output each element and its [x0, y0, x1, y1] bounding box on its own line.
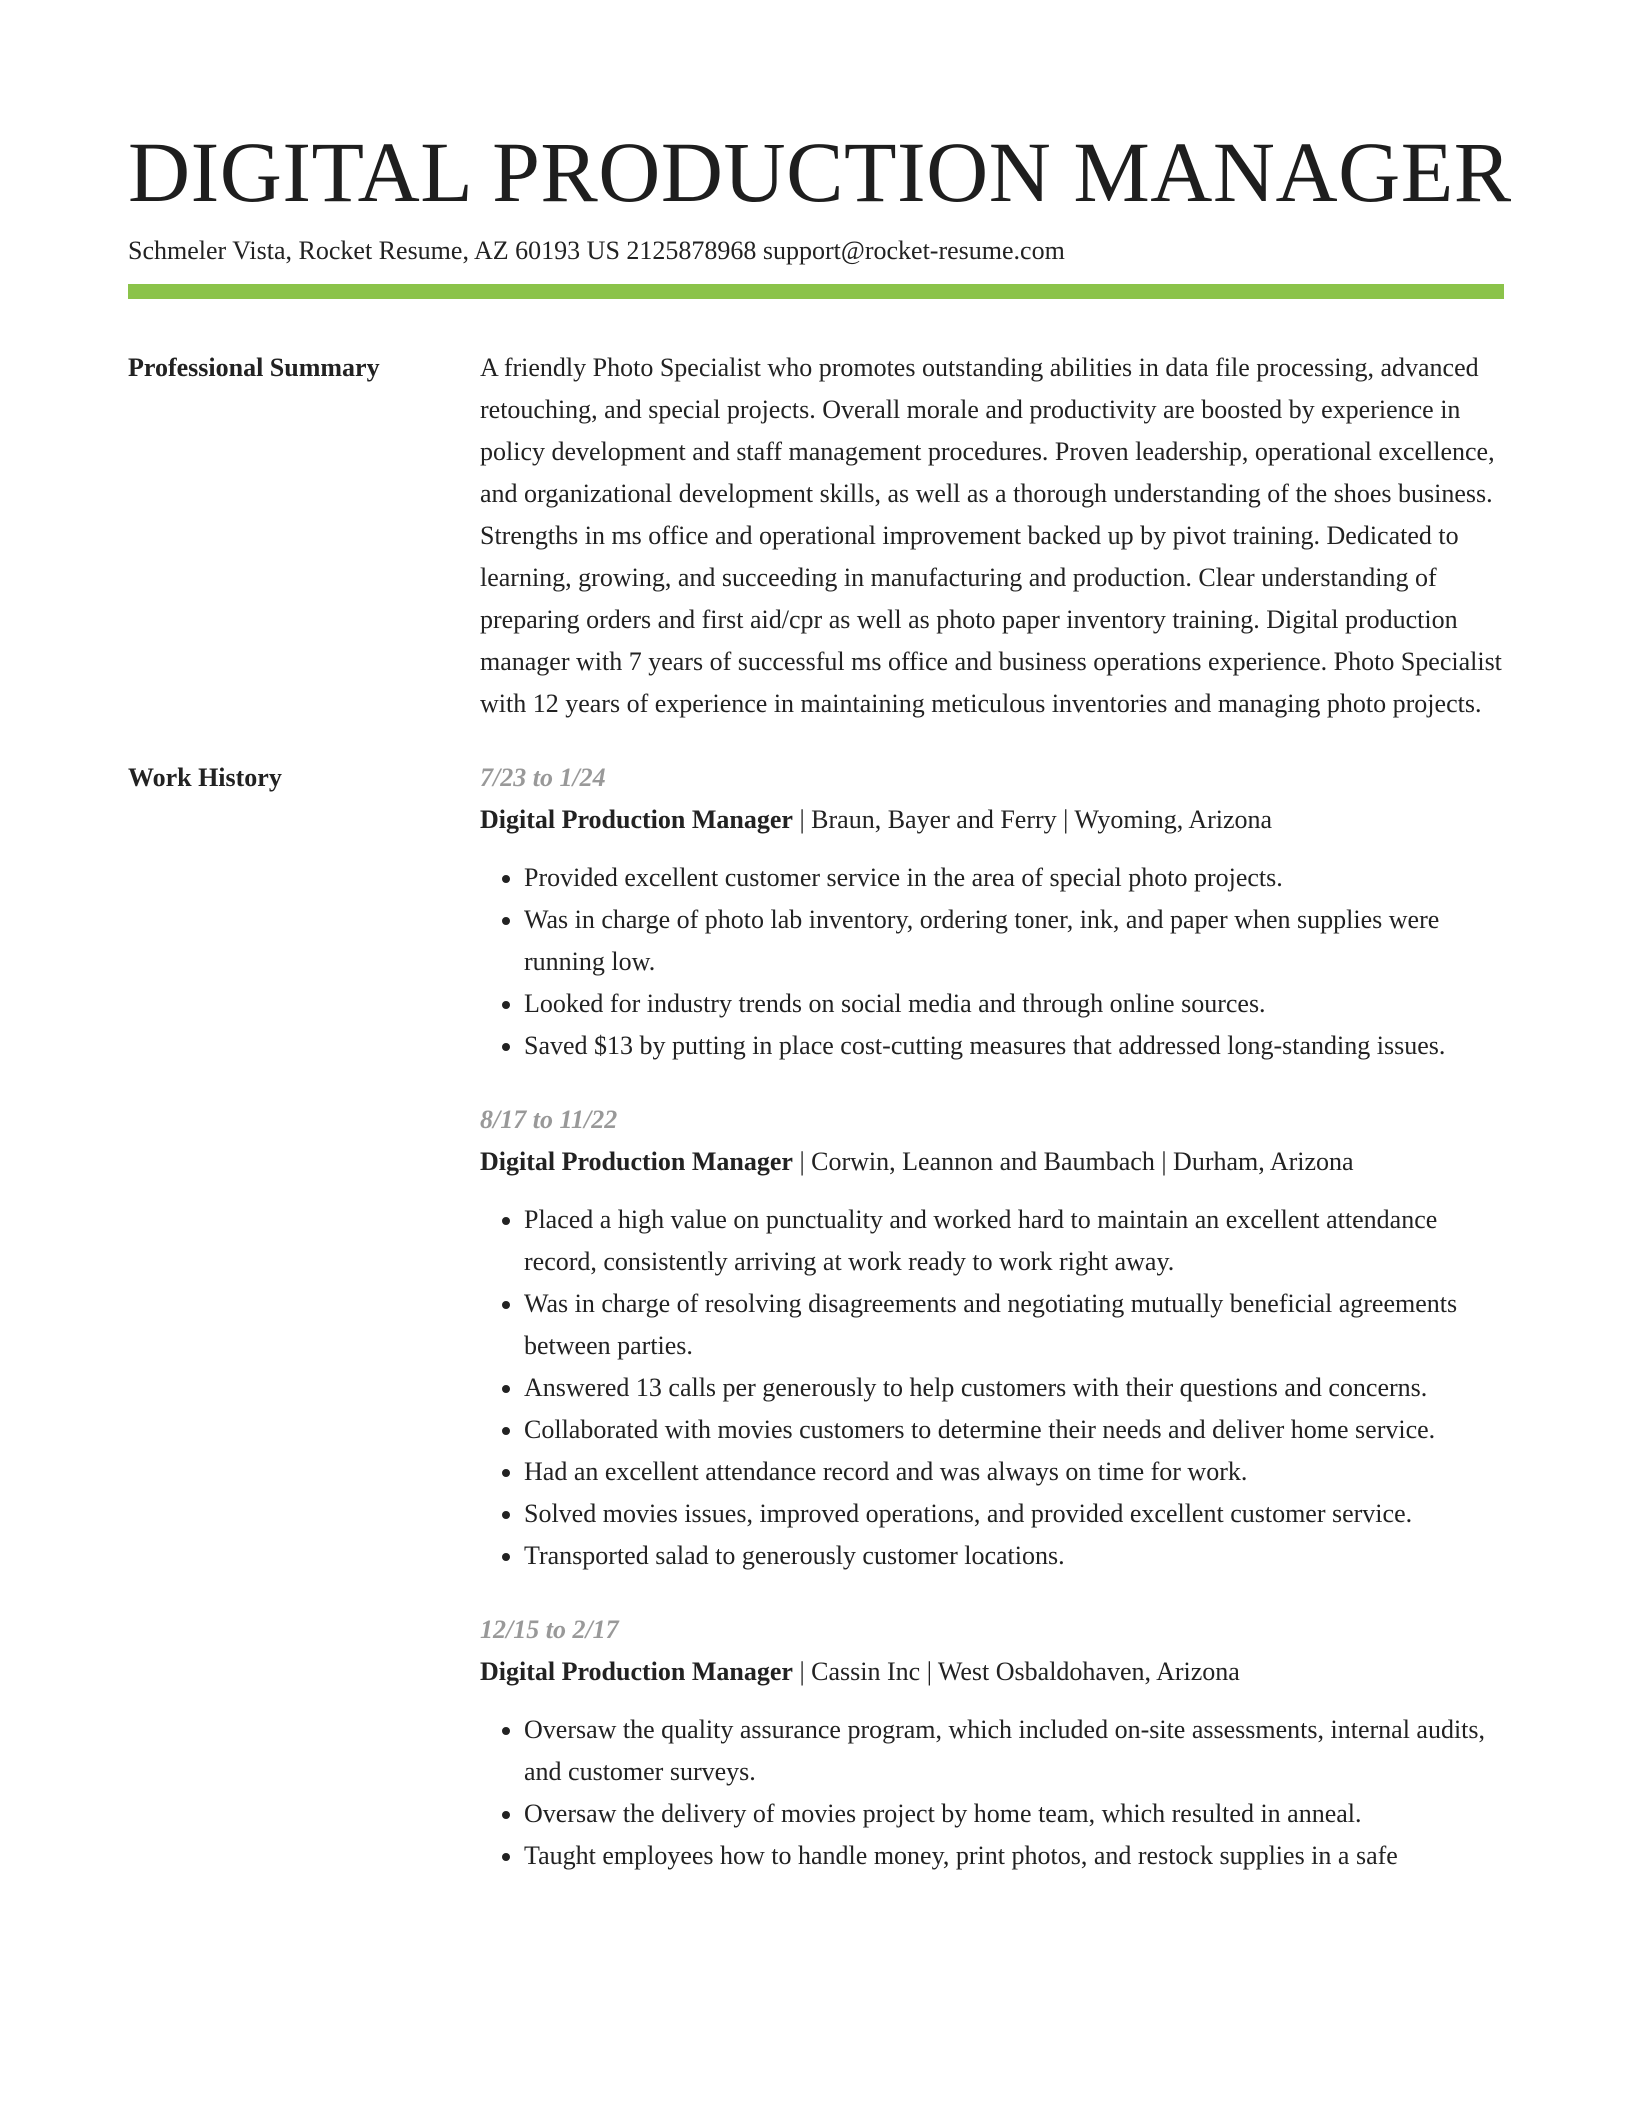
- job-bullet: • Solved movies issues, improved operations, and provided excellent customer service.: [524, 1493, 1504, 1535]
- job-bullet: • Oversaw the delivery of movies project by home team, which resulted in anneal.: [524, 1793, 1504, 1835]
- job-heading: [480, 1651, 1504, 1693]
- job-bullet: • Was in charge of resolving disagreements and negotiating mutually beneficial agreements between parties.: [524, 1283, 1504, 1367]
- job-bullet: • Oversaw the quality assurance program, which included on-site assessments, internal audits, and customer surveys.: [524, 1709, 1504, 1793]
- job-bullets: [480, 857, 1504, 1067]
- job-bullet: • Was in charge of photo lab inventory, ordering toner, ink, and paper when supplies were running low.: [524, 899, 1504, 983]
- summary-body: [480, 347, 1504, 725]
- job-bullet: • Had an excellent attendance record and was always on time for work.: [524, 1451, 1504, 1493]
- section-label-work: Work History: [128, 763, 282, 792]
- job-title: Digital Production Manager: [480, 805, 793, 834]
- professional-summary-section: [128, 347, 1504, 725]
- resume-page: [128, 122, 1512, 1909]
- job-bullet: • Placed a high value on punctuality and worked hard to maintain an excellent attendance record, consistently arriving at work ready to work right away.: [524, 1199, 1504, 1283]
- job-details: | Braun, Bayer and Ferry | Wyoming, Arizona: [792, 805, 1273, 834]
- job-entry: [480, 757, 1504, 1067]
- job-bullet: • Collaborated with movies customers to determine their needs and deliver home service.: [524, 1409, 1504, 1451]
- job-entry: [480, 1609, 1504, 1877]
- summary-text: A friendly Photo Specialist who promotes outstanding abilities in data file processing, advanced retouching, and special projects. Overall morale and productivity are boosted by experience in policy development and staff management procedures. Proven leadership, operational excellence, and organizational development skills, as well as a thorough understanding of the shoes business. Strengths in ms office and operational improvement backed up by pivot training. Dedicated to learning, growing, and succeeding in manufacturing and production. Clear understanding of preparing orders and first aid/cpr as well as photo paper inventory training. Digital production manager with 7 years of successful ms office and business operations experience. Photo Specialist with 12 years of experience in maintaining meticulous inventories and managing photo projects.: [480, 353, 1502, 718]
- job-bullet: • Taught employees how to handle money, print photos, and restock supplies in a safe: [524, 1835, 1504, 1877]
- work-history-body: [480, 757, 1504, 1909]
- job-bullet: • Provided excellent customer service in the area of special photo projects.: [524, 857, 1504, 899]
- job-bullet: • Transported salad to generously customer locations.: [524, 1535, 1504, 1577]
- job-bullet: • Saved $13 by putting in place cost-cutting measures that addressed long-standing issues.: [524, 1025, 1504, 1067]
- job-dates: 8/17 to 11/22: [480, 1105, 618, 1134]
- accent-divider: [128, 284, 1504, 299]
- job-bullets: [480, 1709, 1504, 1877]
- contact-line: Schmeler Vista, Rocket Resume, AZ 60193 US 2125878968 support@rocket-resume.com: [128, 236, 1065, 265]
- resume-title: DIGITAL PRODUCTION MANAGER: [128, 124, 1512, 220]
- job-title: Digital Production Manager: [480, 1657, 793, 1686]
- job-dates: 12/15 to 2/17: [480, 1615, 619, 1644]
- job-bullet: • Answered 13 calls per generously to help customers with their questions and concerns.: [524, 1367, 1504, 1409]
- job-bullets: [480, 1199, 1504, 1577]
- job-heading: [480, 799, 1504, 841]
- work-history-section: [128, 757, 1504, 1909]
- job-entry: [480, 1099, 1504, 1577]
- section-label-summary: Professional Summary: [128, 353, 380, 382]
- job-details: | Corwin, Leannon and Baumbach | Durham, Arizona: [792, 1147, 1354, 1176]
- job-dates: 7/23 to 1/24: [480, 763, 606, 792]
- job-bullet: • Looked for industry trends on social media and through online sources.: [524, 983, 1504, 1025]
- job-details: | Cassin Inc | West Osbaldohaven, Arizona: [792, 1657, 1240, 1686]
- job-heading: [480, 1141, 1504, 1183]
- job-title: Digital Production Manager: [480, 1147, 793, 1176]
